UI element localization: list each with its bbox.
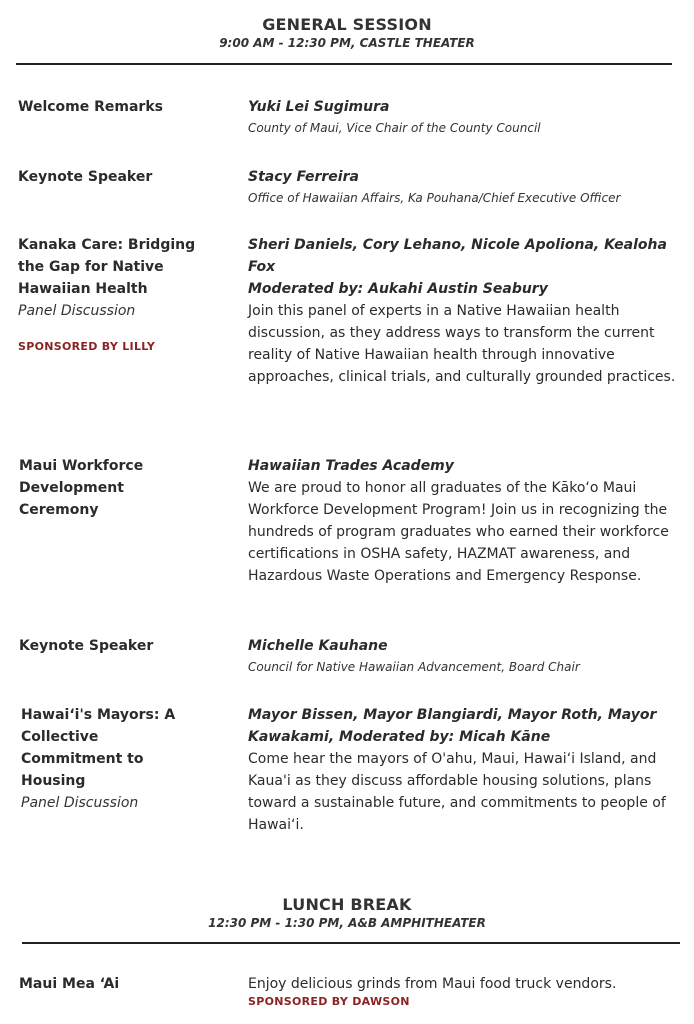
agenda-item-label: Maui Mea ‘Ai: [19, 976, 120, 992]
speaker-role: Office of Hawaiian Affairs, Ka Pouhana/Chief Executive Officer: [248, 191, 621, 205]
speaker-name: Stacy Ferreira: [248, 169, 359, 185]
session-description: Enjoy delicious grinds from Maui food truck vendors.: [248, 976, 617, 992]
section-time: 12:30 PM - 1:30 PM, A&B AMPHITHEATER: [208, 916, 486, 930]
panelist-names: Mayor Bissen, Mayor Blangiardi, Mayor Roth, Mayor Kawakami, Moderated by: Micah Kāne: [248, 707, 657, 745]
agenda-item-label: Keynote Speaker: [18, 169, 153, 185]
agenda-item-details: [248, 234, 678, 388]
divider: [22, 942, 680, 944]
speaker-name: Michelle Kauhane: [248, 638, 388, 654]
agenda-item-label: Hawai‘i's Mayors: A Collective Commitment to Housing: [21, 707, 176, 789]
agenda-item-label-group: [21, 704, 181, 814]
session-format: Panel Discussion: [18, 303, 136, 319]
section-title: LUNCH BREAK: [282, 895, 412, 914]
session-description: Come hear the mayors of O'ahu, Maui, Hawai‘i Island, and Kaua'i as they discuss affordable housing solutions, plans toward a sustainable future, and commitments to people of Hawai‘i.: [248, 751, 666, 833]
section-title: GENERAL SESSION: [262, 15, 432, 34]
agenda-item-details: [248, 96, 678, 138]
session-description: Join this panel of experts in a Native Hawaiian health discussion, as they address ways to transform the current reality of Native Hawaiian health through innovative approaches, clinical trials, and culturally grounded practices.: [248, 303, 676, 385]
session-format: Panel Discussion: [21, 795, 139, 811]
speaker-role: County of Maui, Vice Chair of the County Council: [248, 121, 541, 135]
session-description: We are proud to honor all graduates of the Kāko‘o Maui Workforce Development Program! Join us in recognizing the hundreds of program graduates who earned their workforce certifications in OSHA safety, HAZMAT awareness, and Hazardous Waste Operations and Emergency Response.: [248, 480, 669, 584]
panelist-names: Sheri Daniels, Cory Lehano, Nicole Apoliona, Kealoha Fox: [248, 237, 667, 275]
speaker-name: Yuki Lei Sugimura: [248, 99, 390, 115]
general-session-header: [0, 15, 694, 51]
agenda-item-label: Kanaka Care: Bridging the Gap for Native Hawaiian Health: [18, 237, 196, 297]
agenda-item-details: [248, 166, 678, 208]
sponsor-label: SPONSORED BY DAWSON: [248, 995, 410, 1008]
agenda-item-details: [248, 635, 678, 677]
agenda-item-details: [248, 973, 678, 1009]
agenda-item-details: [248, 455, 678, 587]
agenda-item-details: [248, 704, 678, 836]
lunch-break-header: [0, 895, 694, 931]
speaker-name: Hawaiian Trades Academy: [248, 458, 454, 474]
agenda-item-label: Maui Workforce Development Ceremony: [19, 458, 144, 518]
moderator: Moderated by: Aukahi Austin Seabury: [248, 281, 548, 297]
section-time: 9:00 AM - 12:30 PM, CASTLE THEATER: [219, 36, 475, 50]
agenda-item-label: Keynote Speaker: [19, 638, 154, 654]
agenda-item-label: Welcome Remarks: [18, 99, 163, 115]
sponsor-label: SPONSORED BY LILLY: [18, 340, 156, 353]
divider: [16, 63, 672, 65]
agenda-item-label-group: [18, 234, 208, 358]
speaker-role: Council for Native Hawaiian Advancement, Board Chair: [248, 660, 580, 674]
